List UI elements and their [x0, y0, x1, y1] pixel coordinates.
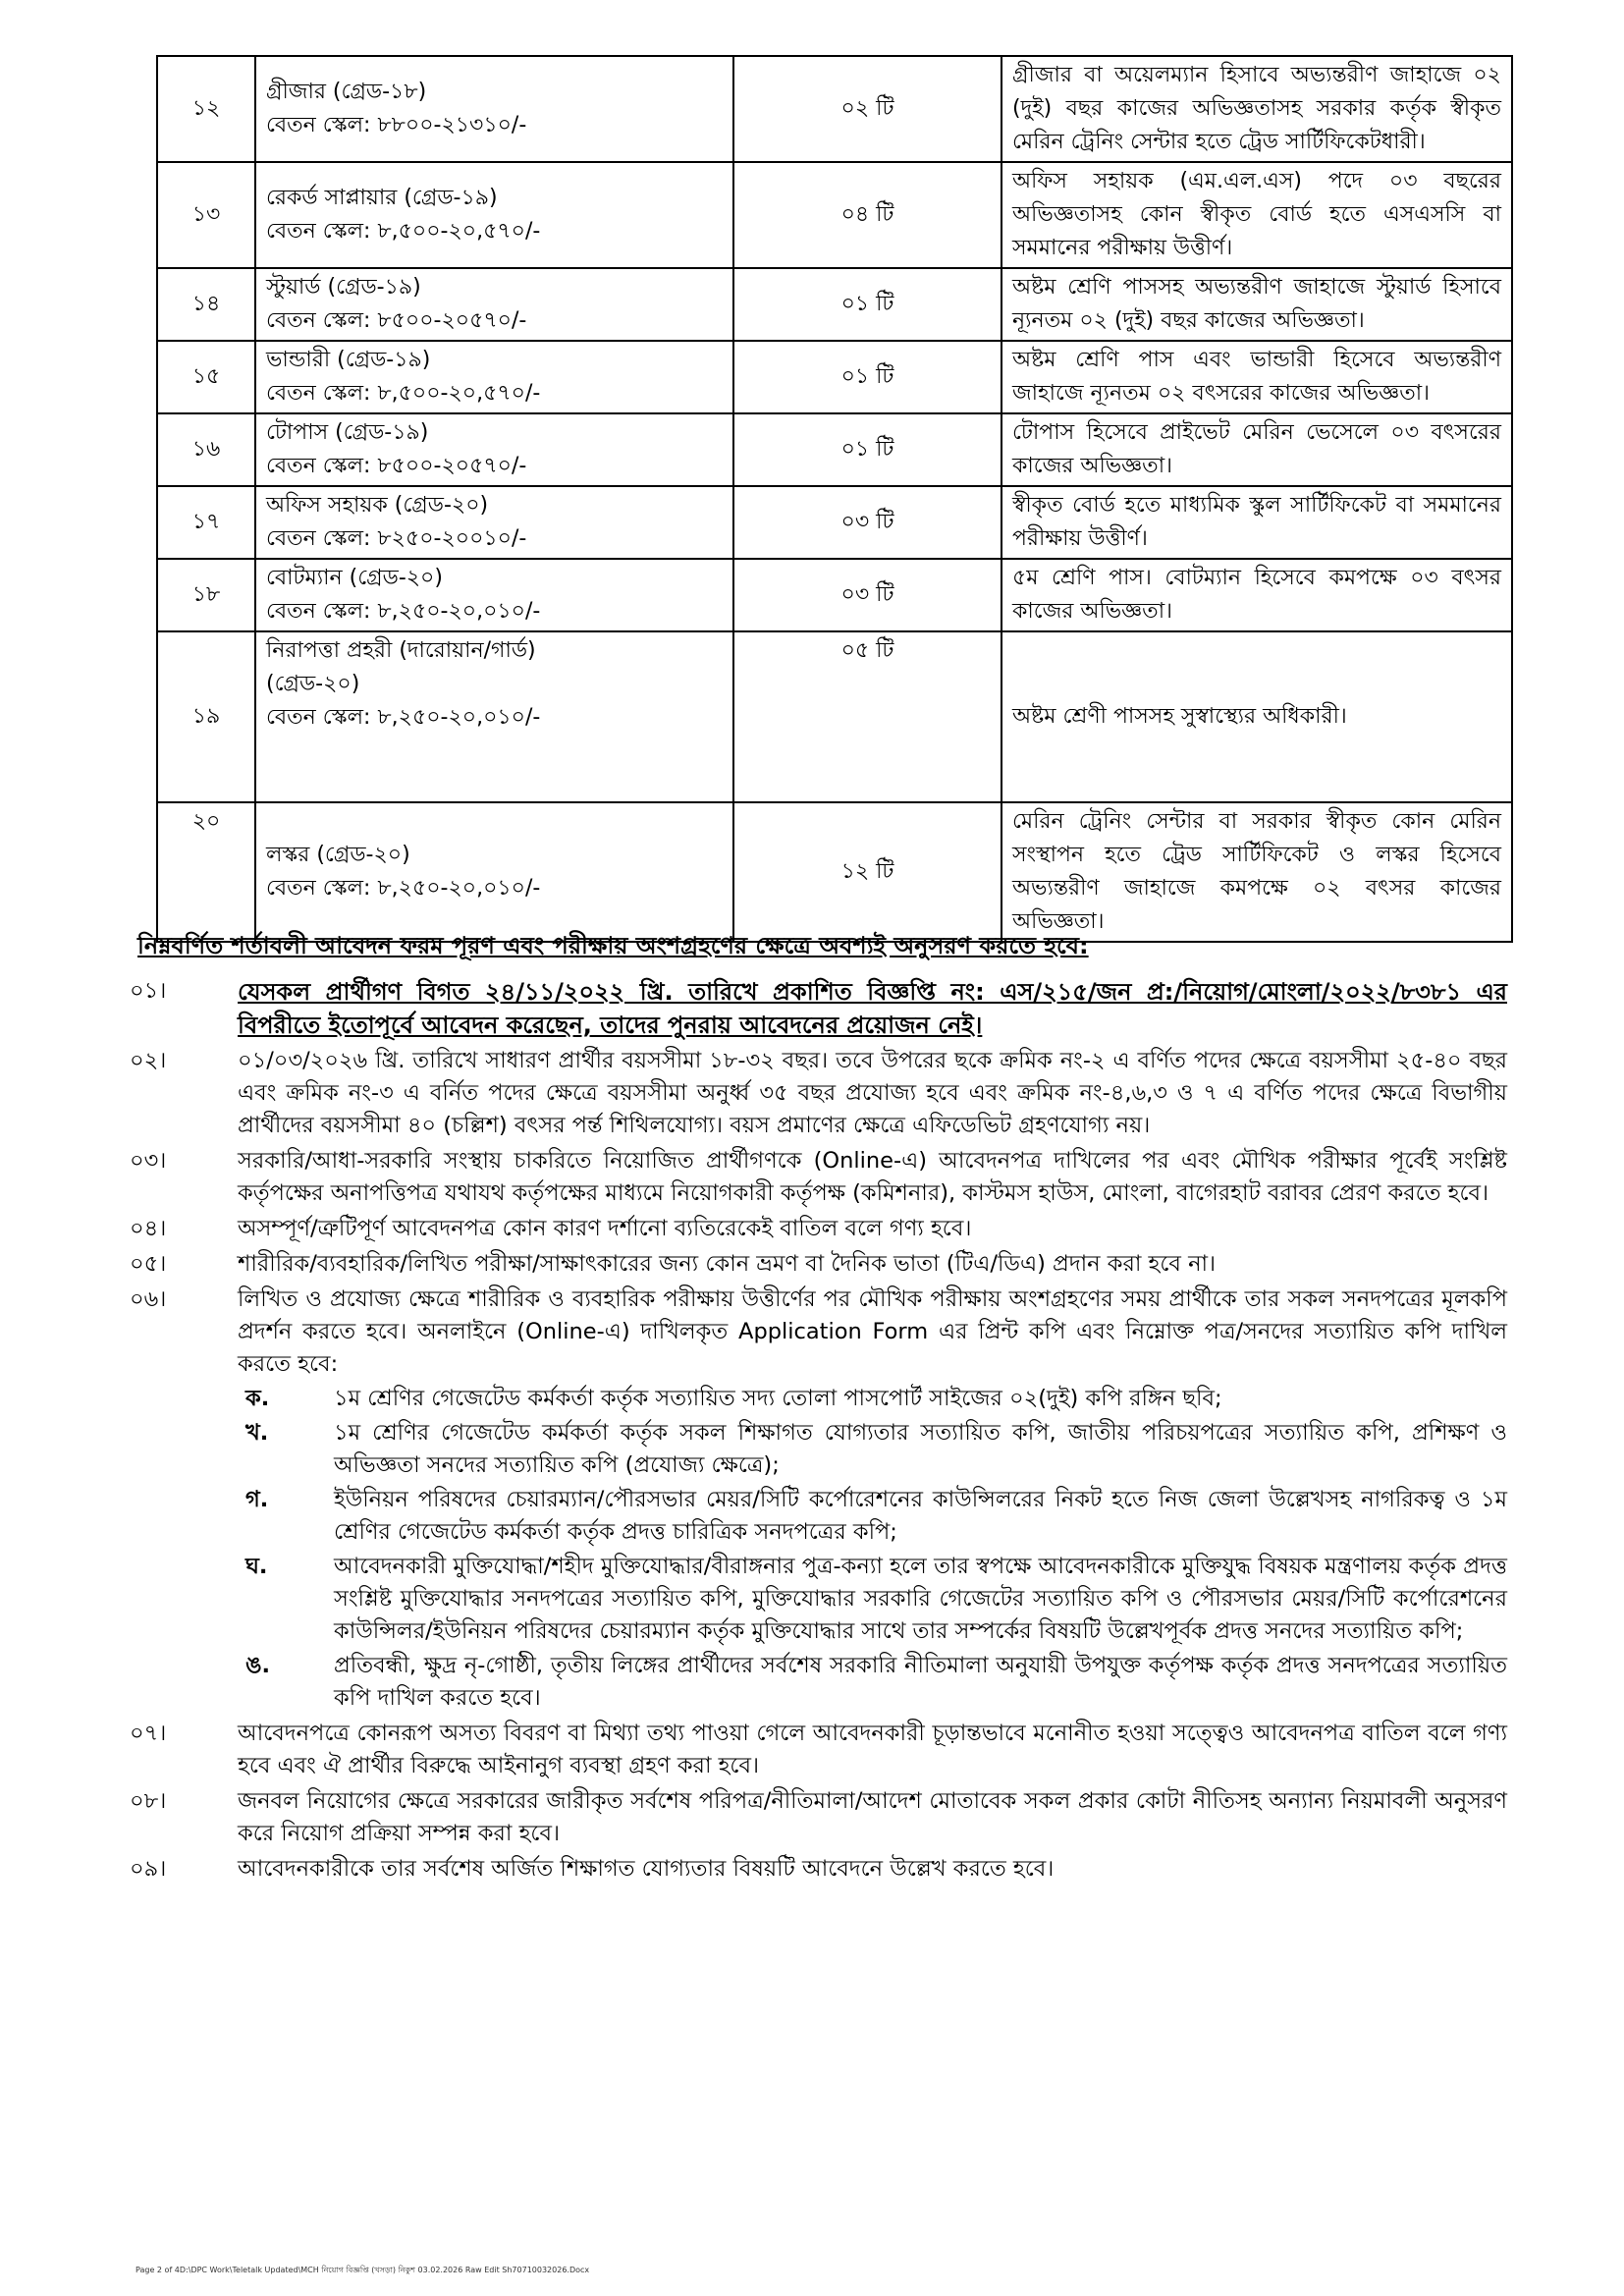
count-cell: ০৩ টি: [733, 559, 1001, 631]
post-name: স্টুয়ার্ড (গ্রেড-১৯): [266, 275, 421, 300]
post-name: অফিস সহায়ক (গ্রেড-২০): [266, 493, 489, 518]
sub-item-label: ঙ.: [245, 1653, 271, 1678]
term-text: লিখিত ও প্রযোজ্য ক্ষেত্রে শারীরিক ও ব্যবহারিক পরীক্ষায় উত্তীর্ণের পর মৌখিক পরীক্ষায় অংশগ্রহণের সময় প্রার্থীকে তার সকল সনদপত্রের মূলকপি প্রদর্শন করতে হবে। অনলাইনে (Online-এ) দাখিলকৃত Application Form এর প্রিন্ট কপি এবং নিম্নোক্ত পত্র/সনদের সত্যায়িত কপি দাখিল করতে হবে:: [238, 1286, 1507, 1377]
term-number: ০৪।: [130, 1216, 167, 1241]
table-row: [157, 413, 1512, 486]
term-text: আবেদনকারীকে তার সর্বশেষ অর্জিত শিক্ষাগত যোগ্যতার বিষয়টি আবেদনে উল্লেখ করতে হবে।: [238, 1856, 1055, 1882]
term-text: যেসকল প্রার্থীগণ বিগত ২৪/১১/২০২২ খ্রি. তারিখে প্রকাশিত বিজ্ঞপ্তি নং: এস/২১৫/জন প্র:/নিয়োগ/মোংলা/২০২২/৮৩৮১ এর বিপরীতে ইতোপূর্বে আবেদন করেছেন, তাদের পুনরায় আবেদনের প্রয়োজন নেই।: [238, 978, 1507, 1039]
posts-table-body: [157, 56, 1512, 942]
serial-cell: ১৩: [157, 162, 255, 268]
post-cell: [255, 56, 733, 162]
table-row: [157, 56, 1512, 162]
requirement-cell: অষ্টম শ্রেণি পাসসহ অভ্যন্তরীণ জাহাজে স্টুয়ার্ড হিসাবে ন্যূনতম ০২ (দুই) বছর কাজের অভিজ্ঞতা।: [1001, 268, 1512, 341]
term-number: ০২।: [130, 1048, 167, 1073]
post-cell: [255, 631, 733, 802]
table-row: [157, 486, 1512, 559]
term-text: শারীরিক/ব্যবহারিক/লিখিত পরীক্ষা/সাক্ষাৎকারের জন্য কোন ভ্রমণ বা দৈনিক ভাতা (টিএ/ডিএ) প্রদান করা হবে না।: [238, 1251, 1217, 1277]
requirement-cell: ৫ম শ্রেণি পাস। বোটম্যান হিসেবে কমপক্ষে ০৩ বৎসর কাজের অভিজ্ঞতা।: [1001, 559, 1512, 631]
page-footer: Page 2 of 4D:\DPC Work\Teletalk Updated\MCH নিয়োগ বিজ্ঞপ্তি (খসড়া) নিকুশ 03.02.2026 Raw Edit Sh70710032026.Docx: [135, 2266, 590, 2274]
table-row: [157, 559, 1512, 631]
requirement-cell: অষ্টম শ্রেণি পাস এবং ভান্ডারী হিসেবে অভ্যন্তরীণ জাহাজে ন্যূনতম ০২ বৎসরের কাজের অভিজ্ঞতা।: [1001, 341, 1512, 413]
term-body: [238, 1284, 1507, 1715]
sub-item: [238, 1650, 1507, 1715]
serial-cell: ১৬: [157, 413, 255, 486]
count-cell: ০১ টি: [733, 413, 1001, 486]
count-cell: ০৫ টি: [733, 631, 1001, 802]
pay-scale: বেতন স্কেল: ৮৫০০-২০৫৭০/-: [266, 454, 527, 478]
post-grade: (গ্রেড-২০): [266, 672, 360, 696]
term-text: সরকারি/আধা-সরকারি সংস্থায় চাকরিতে নিয়োজিত প্রার্থীগণকে (Online-এ) আবেদনপত্র দাখিলের পর এবং মৌখিক পরীক্ষার পূর্বেই সংশ্লিষ্ট কর্তৃপক্ষের অনাপত্তিপত্র যথাযথ কর্তৃপক্ষের মাধ্যমে নিয়োগকারী কর্তৃপক্ষ (কমিশনার), কাস্টমস হাউস, মোংলা, বাগেরহাট বরাবর প্রেরণ করতে হবে।: [238, 1148, 1507, 1206]
requirement-cell: অষ্টম শ্রেণী পাসসহ সুস্বাস্থ্যের অধিকারী।: [1001, 631, 1512, 802]
requirement-cell: মেরিন ট্রেনিং সেন্টার বা সরকার স্বীকৃত কোন মেরিন সংস্থাপন হতে ট্রেড সার্টিফিকেট ও লস্কর হিসেবে অভ্যন্তরীণ জাহাজে কমপক্ষে ০২ বৎসর কাজের অভিজ্ঞতা।: [1001, 802, 1512, 942]
sub-item-label: ঘ.: [245, 1554, 268, 1579]
term-number: ০৮।: [130, 1788, 167, 1814]
list-item: [128, 1284, 1507, 1715]
post-cell: [255, 486, 733, 559]
sub-item-text: প্রতিবন্ধী, ক্ষুদ্র নৃ-গোষ্ঠী, তৃতীয় লিঙ্গের প্রার্থীদের সর্বশেষ সরকারি নীতিমালা অনুযায়ী উপযুক্ত কর্তৃপক্ষ কর্তৃক প্রদত্ত সনদপত্রের সত্যায়িত কপি দাখিল করতে হবে।: [334, 1653, 1507, 1711]
sub-item-text: ১ম শ্রেণির গেজেটেড কর্মকর্তা কর্তৃক সকল শিক্ষাগত যোগ্যতার সত্যায়িত কপি, জাতীয় পরিচয়পত্রের সত্যায়িত কপি, প্রশিক্ষণ ও অভিজ্ঞতা সনদের সত্যায়িত কপি (প্রযোজ্য ক্ষেত্রে);: [334, 1420, 1507, 1478]
serial-cell: ১৯: [157, 631, 255, 802]
post-cell: [255, 413, 733, 486]
list-item: [128, 1145, 1507, 1210]
term-text: ০১/০৩/২০২৬ খ্রি. তারিখে সাধারণ প্রার্থীর বয়সসীমা ১৮-৩২ বছর। তবে উপরের ছকে ক্রমিক নং-২ এ বর্ণিত পদের ক্ষেত্রে বয়সসীমা ২৫-৪০ বছর এবং ক্রমিক নং-৩ এ বর্নিত পদের ক্ষেত্রে বয়সসীমা অনুর্ধ্ব ৩৫ বছর প্রযোজ্য হবে এবং ক্রমিক নং-৪,৬,৩ ও ৭ এ বর্ণিত পদের ক্ষেত্রে বিভাগীয় প্রার্থীদের বয়সসীমা ৪০ (চল্লিশ) বৎসর পর্ন্ত শিথিলযোগ্য। বয়স প্রমাণের ক্ষেত্রে এফিডেভিট গ্রহণযোগ্য নয়।: [238, 1048, 1507, 1138]
pay-scale: বেতন স্কেল: ৮২৫০-২০০১০/-: [266, 526, 527, 551]
conditions-list: [128, 975, 1507, 1888]
sub-item-text: ইউনিয়ন পরিষদের চেয়ারম্যান/পৌরসভার মেয়র/সিটি কর্পোরেশনের কাউন্সিলরের নিকট হতে নিজ জেলা উল্লেখসহ নাগরিকত্ব ও ১ম শ্রেণির গেজেটেড কর্মকর্তা কর্তৃক প্রদত্ত চারিত্রিক সনদপত্রের কপি;: [334, 1487, 1507, 1545]
list-item: [128, 1045, 1507, 1142]
posts-table: [156, 55, 1513, 943]
list-item: [128, 1213, 1507, 1245]
term-number: ০৫।: [130, 1251, 167, 1277]
serial-cell: ১৭: [157, 486, 255, 559]
term-text: জনবল নিয়োগের ক্ষেত্রে সরকারের জারীকৃত সর্বশেষ পরিপত্র/নীতিমালা/আদেশ মোতাবেক সকল প্রকার কোটা নীতিসহ অন্যান্য নিয়মাবলী অনুসরণ করে নিয়োগ প্রক্রিয়া সম্পন্ন করা হবে।: [238, 1788, 1507, 1846]
count-cell: ০১ টি: [733, 268, 1001, 341]
table-row: [157, 802, 1512, 942]
sub-item: [238, 1417, 1507, 1482]
sub-item-text: ১ম শ্রেণির গেজেটেড কর্মকর্তা কর্তৃক সত্যায়িত সদ্য তোলা পাসপোর্ট সাইজের ০২(দুই) কপি রঙ্গিন ছবি;: [334, 1386, 1222, 1411]
post-name: ভান্ডারী (গ্রেড-১৯): [266, 348, 431, 372]
table-row: [157, 341, 1512, 413]
pay-scale: বেতন স্কেল: ৮,৫০০-২০,৫৭০/-: [266, 381, 541, 406]
term-number: ০৬।: [130, 1286, 167, 1312]
count-cell: ০৩ টি: [733, 486, 1001, 559]
post-cell: [255, 162, 733, 268]
post-name: লস্কর (গ্রেড-২০): [266, 843, 410, 867]
pay-scale: বেতন স্কেল: ৮,২৫০-২০,০১০/-: [266, 705, 541, 730]
serial-cell: ১২: [157, 56, 255, 162]
conditions-heading: নিম্নবর্ণিত শর্তাবলী আবেদন ফরম পূরণ এবং পরীক্ষায় অংশগ্রহণের ক্ষেত্রে অবশ্যই অনুসরণ করতে হবে:: [137, 932, 1089, 959]
table-row: [157, 162, 1512, 268]
count-cell: ১২ টি: [733, 802, 1001, 942]
serial-cell: ২০: [157, 802, 255, 942]
post-cell: [255, 268, 733, 341]
post-name: নিরাপত্তা প্রহরী (দারোয়ান/গার্ড): [266, 638, 536, 663]
sub-item-label: গ.: [245, 1487, 269, 1512]
list-item: [128, 1853, 1507, 1886]
pay-scale: বেতন স্কেল: ৮৮০০-২১৩১০/-: [266, 113, 527, 137]
requirement-cell: স্বীকৃত বোর্ড হতে মাধ্যমিক স্কুল সার্টিফিকেট বা সমমানের পরীক্ষায় উত্তীর্ণ।: [1001, 486, 1512, 559]
sub-item-label: খ.: [245, 1420, 269, 1446]
sub-item: [238, 1551, 1507, 1648]
post-cell: [255, 802, 733, 942]
sub-item-text: আবেদনকারী মুক্তিযোদ্ধা/শহীদ মুক্তিযোদ্ধার/বীরাঙ্গনার পুত্র-কন্যা হলে তার স্বপক্ষে আবেদনকারীকে মুক্তিযুদ্ধ বিষয়ক মন্ত্রণালয় কর্তৃক প্রদত্ত সংশ্লিষ্ট মুক্তিযোদ্ধার সনদপত্রের সত্যায়িত কপি, মুক্তিযোদ্ধার সরকারি গেজেটের সত্যায়িত কপি ও পৌরসভার মেয়র/সিটি কর্পোরেশনের কাউন্সিলর/ইউনিয়ন পরিষদের চেয়ারম্যান কর্তৃক মুক্তিযোদ্ধার সাথে তার সম্পর্কের বিষয়টি উল্লেখপূর্বক প্রদত্ত সনদের সত্যায়িত কপি;: [334, 1554, 1507, 1644]
table-row: [157, 268, 1512, 341]
requirement-cell: অফিস সহায়ক (এম.এল.এস) পদে ০৩ বছরের অভিজ্ঞতাসহ কোন স্বীকৃত বোর্ড হতে এসএসসি বা সমমানের পরীক্ষায় উত্তীর্ণ।: [1001, 162, 1512, 268]
list-item: [128, 975, 1507, 1042]
serial-cell: ১৪: [157, 268, 255, 341]
post-cell: [255, 559, 733, 631]
term-text: অসম্পূর্ণ/ত্রুটিপূর্ণ আবেদনপত্র কোন কারণ দর্শানো ব্যতিরেকেই বাতিল বলে গণ্য হবে।: [238, 1216, 972, 1241]
pay-scale: বেতন স্কেল: ৮৫০০-২০৫৭০/-: [266, 308, 527, 333]
term-number: ০১।: [130, 978, 167, 1004]
requirement-cell: টোপাস হিসেবে প্রাইভেট মেরিন ভেসেলে ০৩ বৎসরের কাজের অভিজ্ঞতা।: [1001, 413, 1512, 486]
term-number: ০৯।: [130, 1856, 167, 1882]
post-name: রেকর্ড সাপ্লায়ার (গ্রেড-১৯): [266, 186, 498, 210]
post-name: বোটম্যান (গ্রেড-২০): [266, 566, 443, 590]
term-text: আবেদনপত্রে কোনরূপ অসত্য বিবরণ বা মিথ্যা তথ্য পাওয়া গেলে আবেদনকারী চূড়ান্তভাবে মনোনীত হওয়া সত্ত্বেও আবেদনপত্র বাতিল বলে গণ্য হবে এবং ঐ প্রার্থীর বিরুদ্ধে আইনানুগ ব্যবস্থা গ্রহণ করা হবে।: [238, 1721, 1507, 1778]
pay-scale: বেতন স্কেল: ৮,২৫০-২০,০১০/-: [266, 876, 541, 901]
post-name: টোপাস (গ্রেড-১৯): [266, 420, 429, 445]
pay-scale: বেতন স্কেল: ৮,২৫০-২০,০১০/-: [266, 599, 541, 624]
term-number: ০৩।: [130, 1148, 167, 1174]
post-cell: [255, 341, 733, 413]
count-cell: ০২ টি: [733, 56, 1001, 162]
sub-item-label: ক.: [245, 1386, 270, 1411]
list-item: [128, 1248, 1507, 1281]
serial-cell: ১৮: [157, 559, 255, 631]
sub-item: [238, 1484, 1507, 1549]
serial-cell: ১৫: [157, 341, 255, 413]
count-cell: ০১ টি: [733, 341, 1001, 413]
list-item: [128, 1785, 1507, 1850]
sub-item: [238, 1383, 1507, 1415]
post-name: গ্রীজার (গ্রেড-১৮): [266, 80, 427, 104]
term-number: ০৭।: [130, 1721, 167, 1746]
table-row: [157, 631, 1512, 802]
pay-scale: বেতন স্কেল: ৮,৫০০-২০,৫৭০/-: [266, 219, 541, 244]
list-item: [128, 1718, 1507, 1782]
count-cell: ০৪ টি: [733, 162, 1001, 268]
requirement-cell: গ্রীজার বা অয়েলম্যান হিসাবে অভ্যন্তরীণ জাহাজে ০২ (দুই) বছর কাজের অভিজ্ঞতাসহ সরকার কর্তৃক স্বীকৃত মেরিন ট্রেনিং সেন্টার হতে ট্রেড সার্টিফিকেটধারী।: [1001, 56, 1512, 162]
